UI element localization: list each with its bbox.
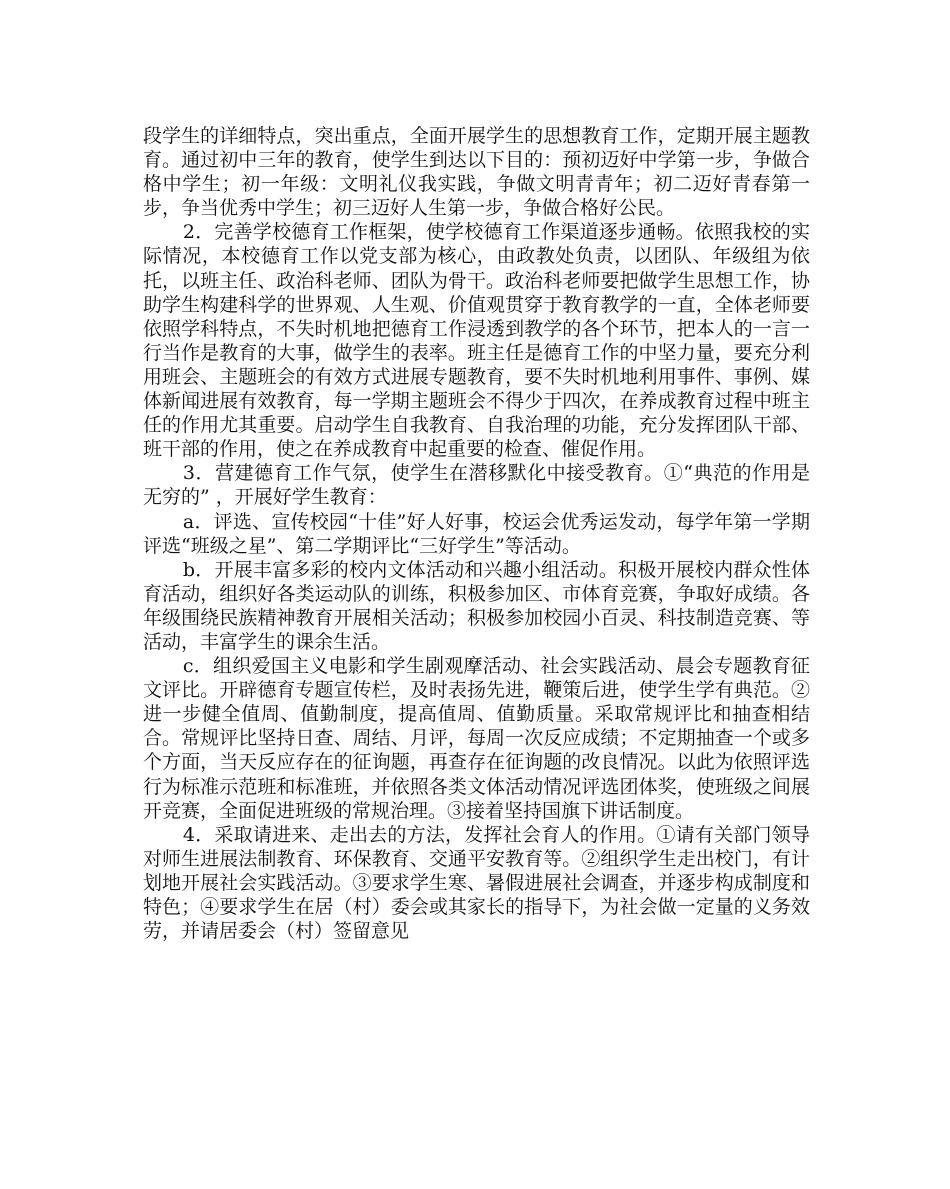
paragraph-2: 2．完善学校德育工作框架，使学校德育工作渠道逐步通畅。依照我校的实际情况，本校德育工作以党支部为核心，由政教处负责，以团队、年级组为依托，以班主任、政治科老师、团队为骨干。政治科老师要把做学生思想工作，协助学生构建科学的世界观、人生观、价值观贯穿于教育教学的一直，全体老师要依照学科特点，不失时机地把德育工作浸透到教学的各个环节，把本人的一言一行当作是教育的大事，做学生的表率。班主任是德育工作的中坚力量，要充分利用班会、主题班会的有效方式进展专题教育，要不失时机地利用事件、事例、媒体新闻进展有效教育，每一学期主题班会不得少于四次，在养成教育过程中班主任的作用尤其重要。启动学生自我教育、自我治理的功能，充分发挥团队干部、班干部的作用，使之在养成教育中起重要的检查、催促作用。 xyxy=(143,221,810,461)
paragraph-7: 4．采取请进来、走出去的方法，发挥社会育人的作用。①请有关部门领导对师生进展法制教育、环保教育、交通平安教育等。②组织学生走出校门，有计划地开展社会实践活动。③要求学生寒、暑假进展社会调查，并逐步构成制度和特色；④要求学生在居（村）委会或其家长的指导下，为社会做一定量的义务效劳，并请居委会（村）签留意见 xyxy=(143,823,810,943)
paragraph-1: 段学生的详细特点，突出重点，全面开展学生的思想教育工作，定期开展主题教育。通过初中三年的教育，使学生到达以下目的：预初迈好中学第一步，争做合格中学生；初一年级：文明礼仪我实践，争做文明青青年；初二迈好青春第一步，争当优秀中学生；初三迈好人生第一步，争做合格好公民。 xyxy=(143,125,810,220)
paragraph-6: c．组织爱国主义电影和学生剧观摩活动、社会实践活动、晨会专题教育征文评比。开辟德育专题宣传栏，及时表扬先进，鞭策后进，使学生学有典范。②进一步健全值周、值勤制度，提高值周、值勤质量。采取常规评比和抽查相结合。常规评比坚持日查、周结、月评，每周一次反应成绩；不定期抽查一个或多个方面，当天反应存在的征询题，再查存在征询题的改良情况。以此为依照评选行为标准示范班和标准班，并依照各类文体活动情况评选团体奖，使班级之间展开竞赛，全面促进班级的常规治理。③接着坚持国旗下讲话制度。 xyxy=(143,655,810,822)
paragraph-4: a．评选、宣传校园“十佳”好人好事，校运会优秀运发动，每学年第一学期评选“班级之星”、第二学期评比“三好学生”等活动。 xyxy=(143,510,810,557)
paragraph-3: 3．营建德育工作气氛，使学生在潜移默化中接受教育。①“典范的作用是无穷的” ，开展好学生教育： xyxy=(143,462,810,509)
document-body xyxy=(143,124,810,943)
paragraph-5: b．开展丰富多彩的校内文体活动和兴趣小组活动。积极开展校内群众性体育活动，组织好各类运动队的训练，积极参加区、市体育竞赛，争取好成绩。各年级围绕民族精神教育开展相关活动；积极参加校园小百灵、科技制造竞赛、等活动，丰富学生的课余生活。 xyxy=(143,558,810,653)
